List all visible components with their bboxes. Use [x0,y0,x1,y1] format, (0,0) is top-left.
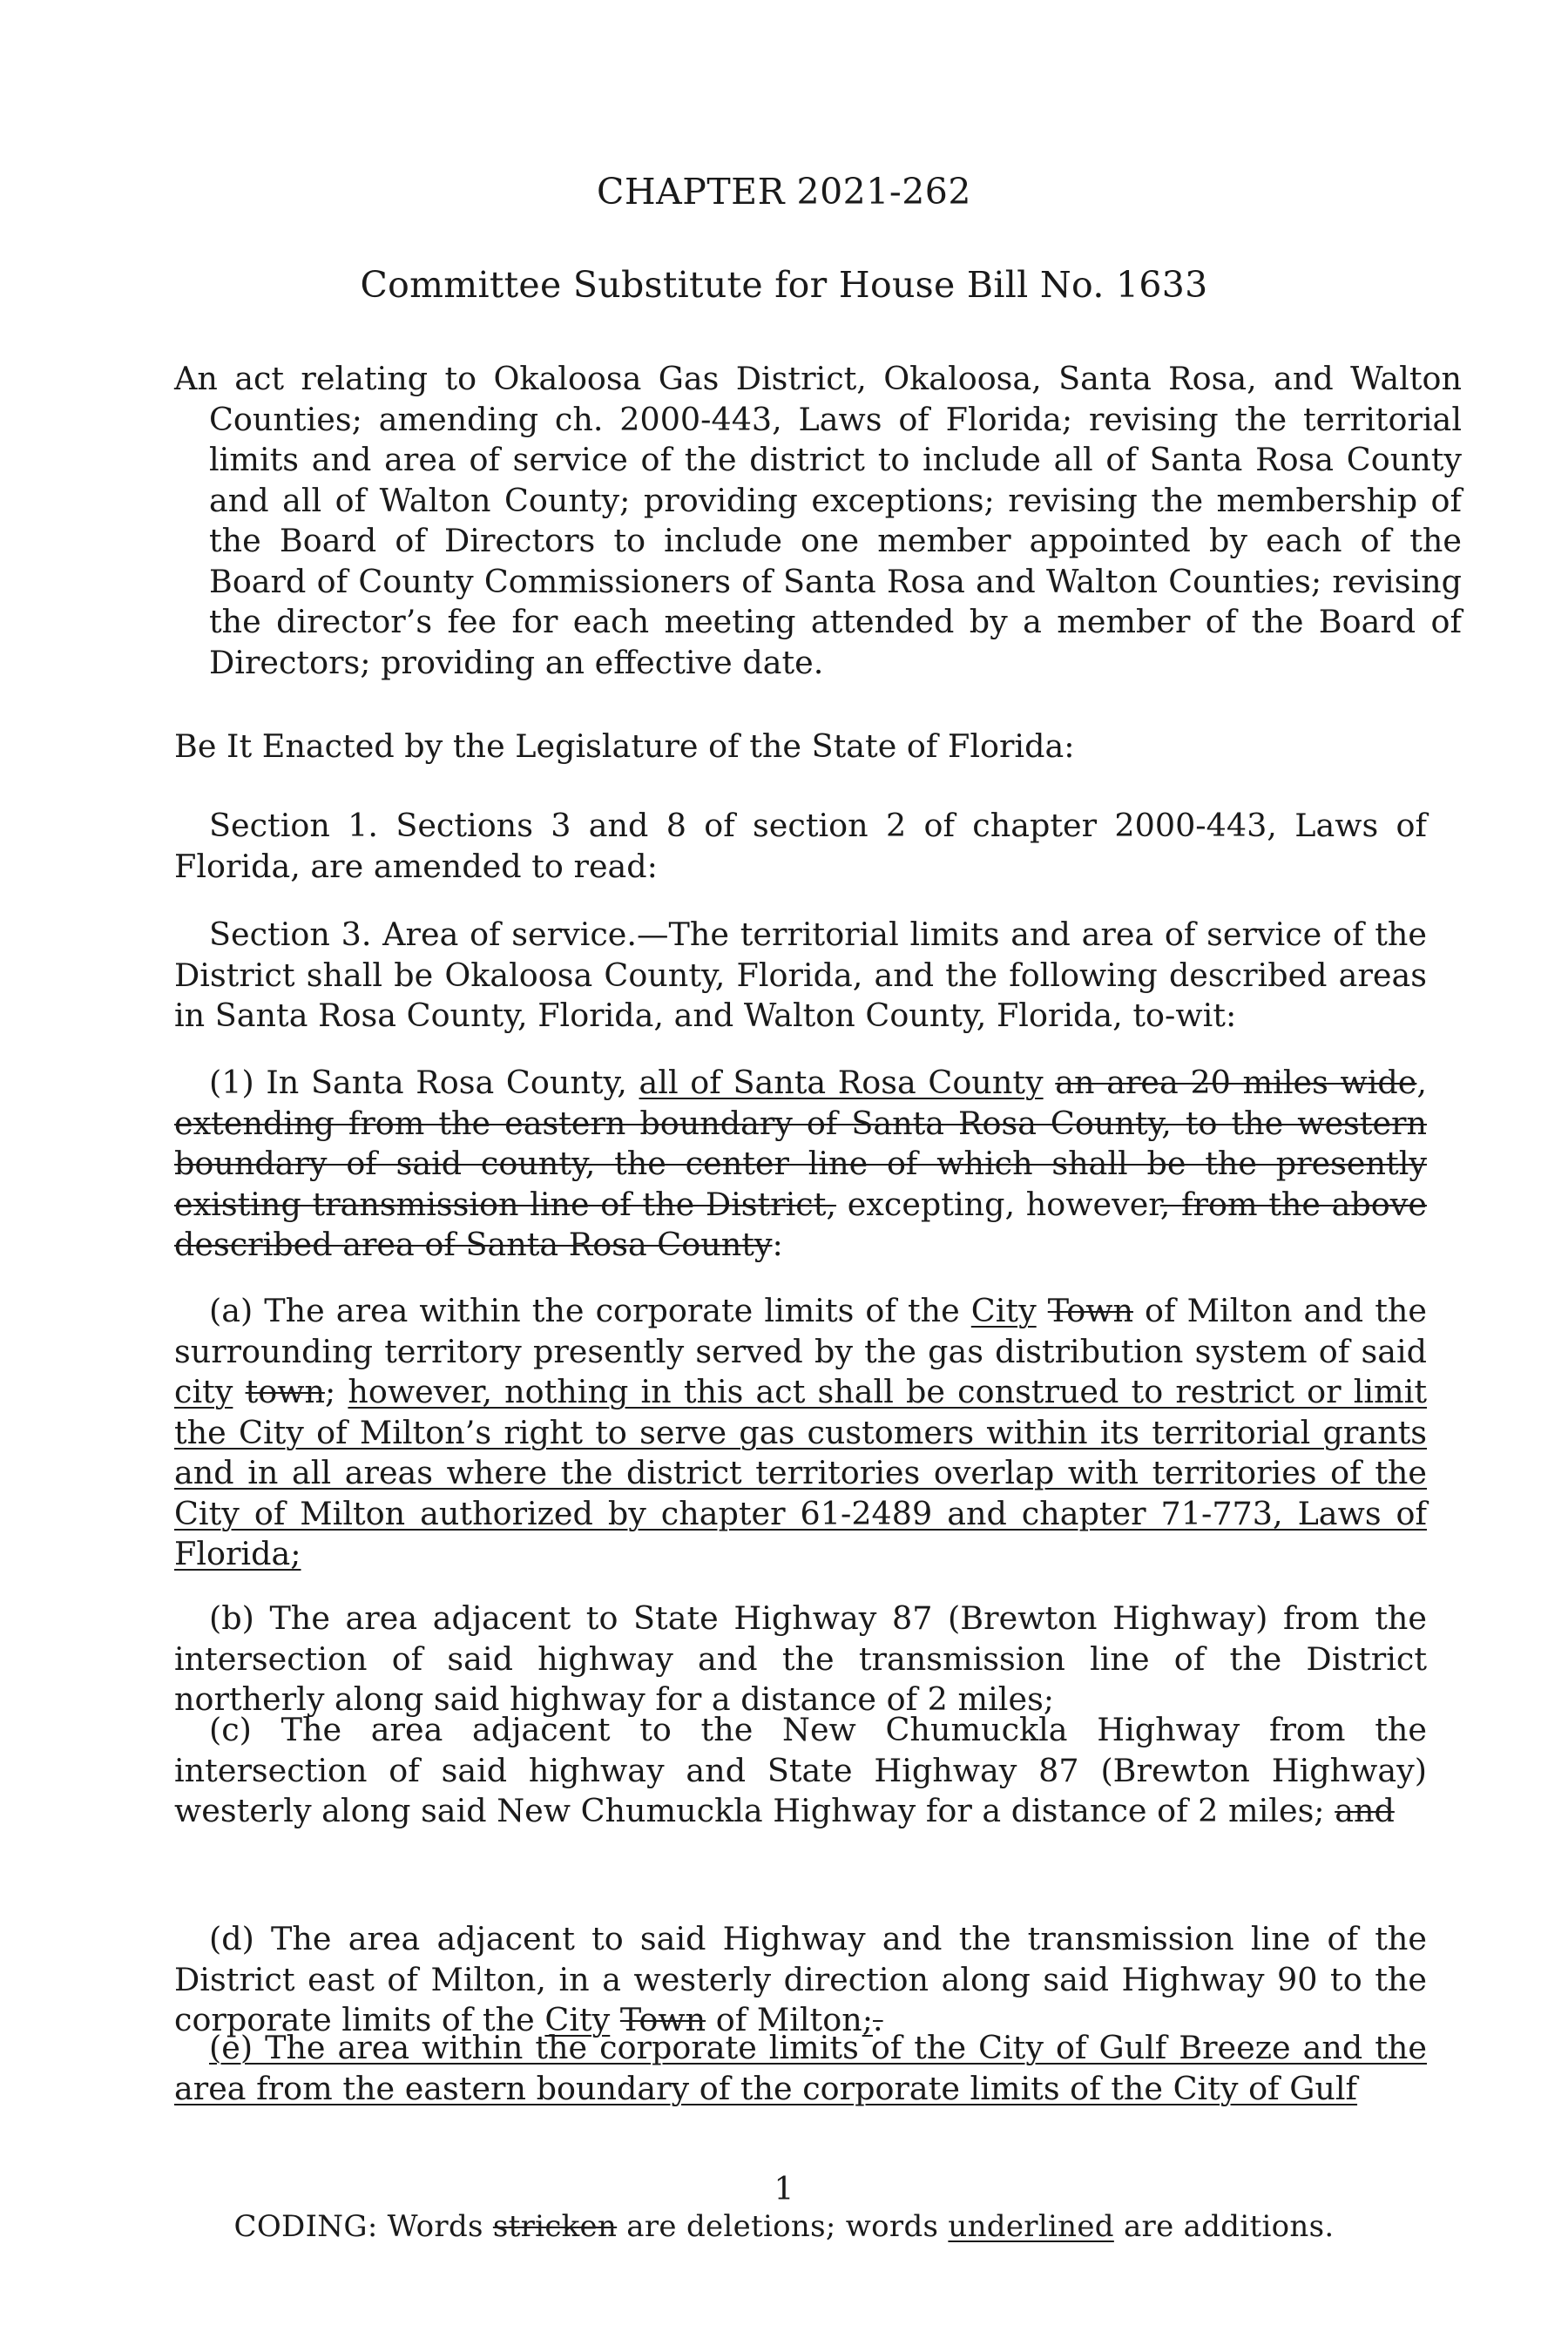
subsection-e-paragraph [174,2028,1427,2109]
text-run: CODING: Words [233,2209,493,2244]
added-text: all of Santa Rosa County [639,1064,1044,1101]
section-1-paragraph: Section 1. Sections 3 and 8 of section 2 of chapter 2000-443, Laws of Florida, are amended to read: [174,807,1427,885]
deleted-text: . [873,2001,883,2038]
subsection-a-paragraph [174,1291,1427,1575]
added-text: City [970,1292,1037,1329]
page-number: 1 [774,2172,794,2207]
text-run: are deletions; words [617,2209,949,2244]
deleted-text: Town [619,2001,706,2038]
chapter-heading: CHAPTER 2021-262 [597,171,971,213]
subsection-d-paragraph [174,1919,1427,2041]
subsection-c-paragraph [174,1710,1427,1832]
added-text: ; [862,2001,874,2038]
deleted-text: , from the above described area of Santa Rosa County [174,1185,1427,1263]
deleted-text: and [1335,1792,1395,1829]
text-run: : [772,1226,783,1263]
added-text: City [544,2001,611,2038]
text-run: are additions. [1113,2209,1335,2244]
act-title-paragraph: An act relating to Okaloosa Gas District, Okaloosa, Santa Rosa, and Walton Counties; amending ch. 2000-443, Laws of Florida; revising the territorial limits and area of service of the district to include all of Santa Rosa County and all of Walton County; providing exceptions; revising the membership of the Board of Directors to include one member appointed by each of the Board of County Commissioners of Santa Rosa and Walton Counties; revising the director’s fee for each meeting attended by a member of the Board of Directors; providing an effective date. [174,360,1462,681]
added-text: however, nothing in this act shall be construed to restrict or limit the City of Milton’s right to serve gas customers within its territorial grants and in all areas where the district territories overlap with territories of the City of Milton authorized by chapter 61-2489 and chapter 71-773, Laws of Florida; [174,1373,1428,1572]
text-run: (d) The area adjacent to said Highway and the transmission line of the District east of Milton, in a westerly direction along said Highway 90 to the corporate limits of the [174,1920,1427,2038]
coding-legend [0,2209,1568,2244]
text-run: (a) The area within the corporate limits of the [209,1292,971,1329]
stricken-example: stricken [492,2209,618,2244]
deleted-text: an area 20 miles wide [1055,1064,1417,1101]
text-run: ; [324,1373,348,1410]
deleted-text: extending from the eastern boundary of Santa Rosa County, to the western boundary of said county, the center line of which shall be the presently existing transmission line of the District, [174,1104,1427,1223]
underlined-example: underlined [948,2209,1114,2244]
enacting-clause: Be It Enacted by the Legislature of the State of Florida: [174,727,1075,765]
added-text: (e) The area within the corporate limits of the City of Gulf Breeze and the area from the eastern boundary of the corporate limits of the City of Gulf [174,2029,1427,2107]
added-text: city [174,1373,233,1410]
bill-subtitle: Committee Substitute for House Bill No. 1633 [360,264,1208,306]
section-3-paragraph: Section 3. Area of service.—The territorial limits and area of service of the District shall be Okaloosa County, Florida, and the following described areas in Santa Rosa County, Florida, and Walton County, Florida, to-wit: [174,916,1427,1034]
text-run: of Milton [706,2001,862,2038]
text-run: (c) The area adjacent to the New Chumuckla Highway from the intersection of said highway and State Highway 87 (Brewton Highway) westerly along said New Chumuckla Highway for a distance of 2 miles; [174,1711,1427,1829]
subsection-b-paragraph: (b) The area adjacent to State Highway 87 (Brewton Highway) from the intersection of said highway and the transmission line of the District northerly along said highway for a distance of 2 miles; [174,1599,1427,1718]
deleted-text: town [245,1373,325,1410]
deleted-text: Town [1047,1292,1133,1329]
text-run: (1) In Santa Rosa County, [209,1064,639,1101]
subsection-1-paragraph [174,1063,1427,1266]
text-run: , [1416,1064,1427,1101]
text-run: excepting, however [836,1185,1160,1223]
text-run: of Milton and the surrounding territory presently served by the gas distribution system of said [174,1292,1427,1370]
